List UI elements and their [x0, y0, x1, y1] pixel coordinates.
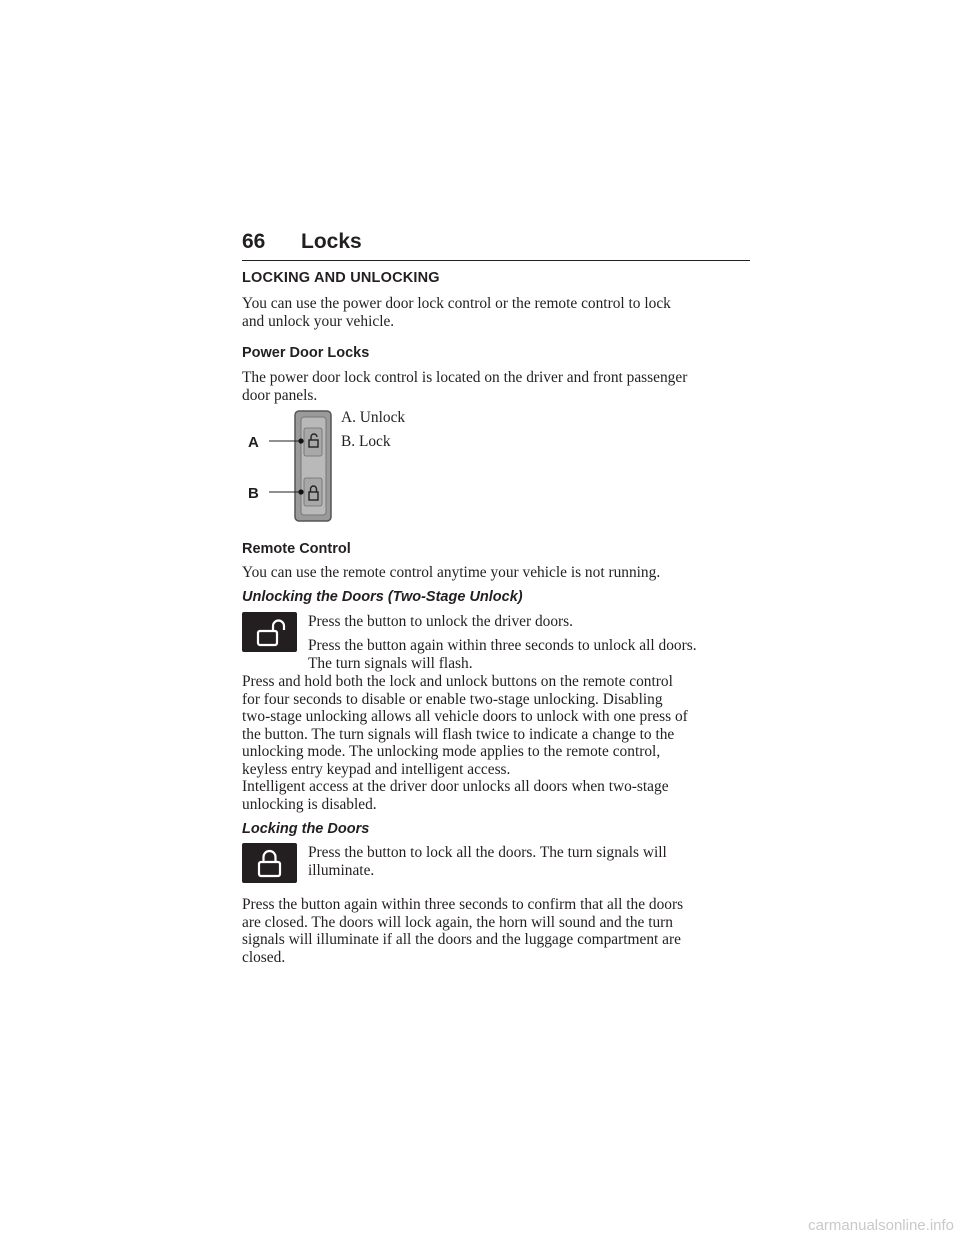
page-number: 66 — [242, 230, 266, 253]
power-door-locks-heading: Power Door Locks — [242, 345, 370, 361]
section-heading: LOCKING AND UNLOCKING — [242, 270, 440, 286]
unlock-button-icon — [242, 612, 297, 652]
text-line: the button. The turn signals will flash twice to indicate a change to the — [242, 725, 675, 743]
door-lock-switch-drawing — [242, 410, 342, 525]
text-line: Press the button again within three seconds to unlock all doors. — [308, 637, 697, 654]
text-line: Intelligent access at the driver door unlocks all doors when two-stage — [242, 778, 669, 795]
watermark: carmanualsonline.info — [808, 1217, 954, 1234]
text-line: signals will illuminate if all the doors and the luggage compartment are — [242, 931, 681, 949]
section-intro — [242, 295, 671, 330]
unlock-icon — [242, 612, 297, 652]
two-stage-paragraph — [242, 673, 688, 779]
intro-line: and unlock your vehicle. — [242, 312, 395, 330]
unlock-step-1: Press the button to unlock the driver doors. — [308, 613, 574, 630]
text-line: Press the button to lock all the doors. The turn signals will — [308, 844, 667, 861]
legend-unlock: A. Unlock — [341, 409, 406, 426]
text-line: Press and hold both the lock and unlock buttons on the remote control — [242, 673, 673, 690]
page-header — [242, 230, 750, 261]
text-line: door panels. — [242, 386, 318, 404]
remote-control-text: You can use the remote control anytime your vehicle is not running. — [242, 564, 661, 581]
unlock-step-2 — [308, 637, 697, 672]
lock-icon — [242, 843, 297, 883]
remote-control-heading: Remote Control — [242, 541, 351, 557]
text-line: Press the button again within three seconds to confirm that all the doors — [242, 896, 684, 913]
text-line: The power door lock control is located on the driver and front passenger — [242, 369, 688, 386]
text-line: closed. — [242, 948, 286, 966]
switch-legend — [341, 409, 405, 450]
text-line: keyless entry keypad and intelligent access. — [242, 760, 511, 778]
text-line: unlocking is disabled. — [242, 795, 377, 813]
text-line: are closed. The doors will lock again, the horn will sound and the turn — [242, 913, 673, 931]
power-door-locks-text — [242, 369, 687, 404]
intro-line: You can use the power door lock control or the remote control to lock — [242, 295, 671, 312]
intelligent-access-paragraph — [242, 778, 669, 813]
text-line: The turn signals will flash. — [308, 654, 473, 672]
callout-a: A — [248, 434, 259, 451]
lock-step-1 — [308, 844, 667, 879]
door-lock-switch-illustration — [242, 410, 342, 525]
lock-button-icon — [242, 843, 297, 883]
callout-b: B — [248, 485, 259, 502]
confirm-lock-paragraph — [242, 896, 683, 966]
unlocking-heading: Unlocking the Doors (Two-Stage Unlock) — [242, 589, 523, 605]
chapter-title: Locks — [301, 230, 362, 253]
text-line: unlocking mode. The unlocking mode applies to the remote control, — [242, 743, 661, 761]
locking-heading: Locking the Doors — [242, 821, 370, 837]
legend-lock: B. Lock — [341, 432, 391, 450]
text-line: two-stage unlocking allows all vehicle doors to unlock with one press of — [242, 708, 688, 726]
text-line: for four seconds to disable or enable two-stage unlocking. Disabling — [242, 690, 663, 708]
text-line: illuminate. — [308, 861, 375, 879]
